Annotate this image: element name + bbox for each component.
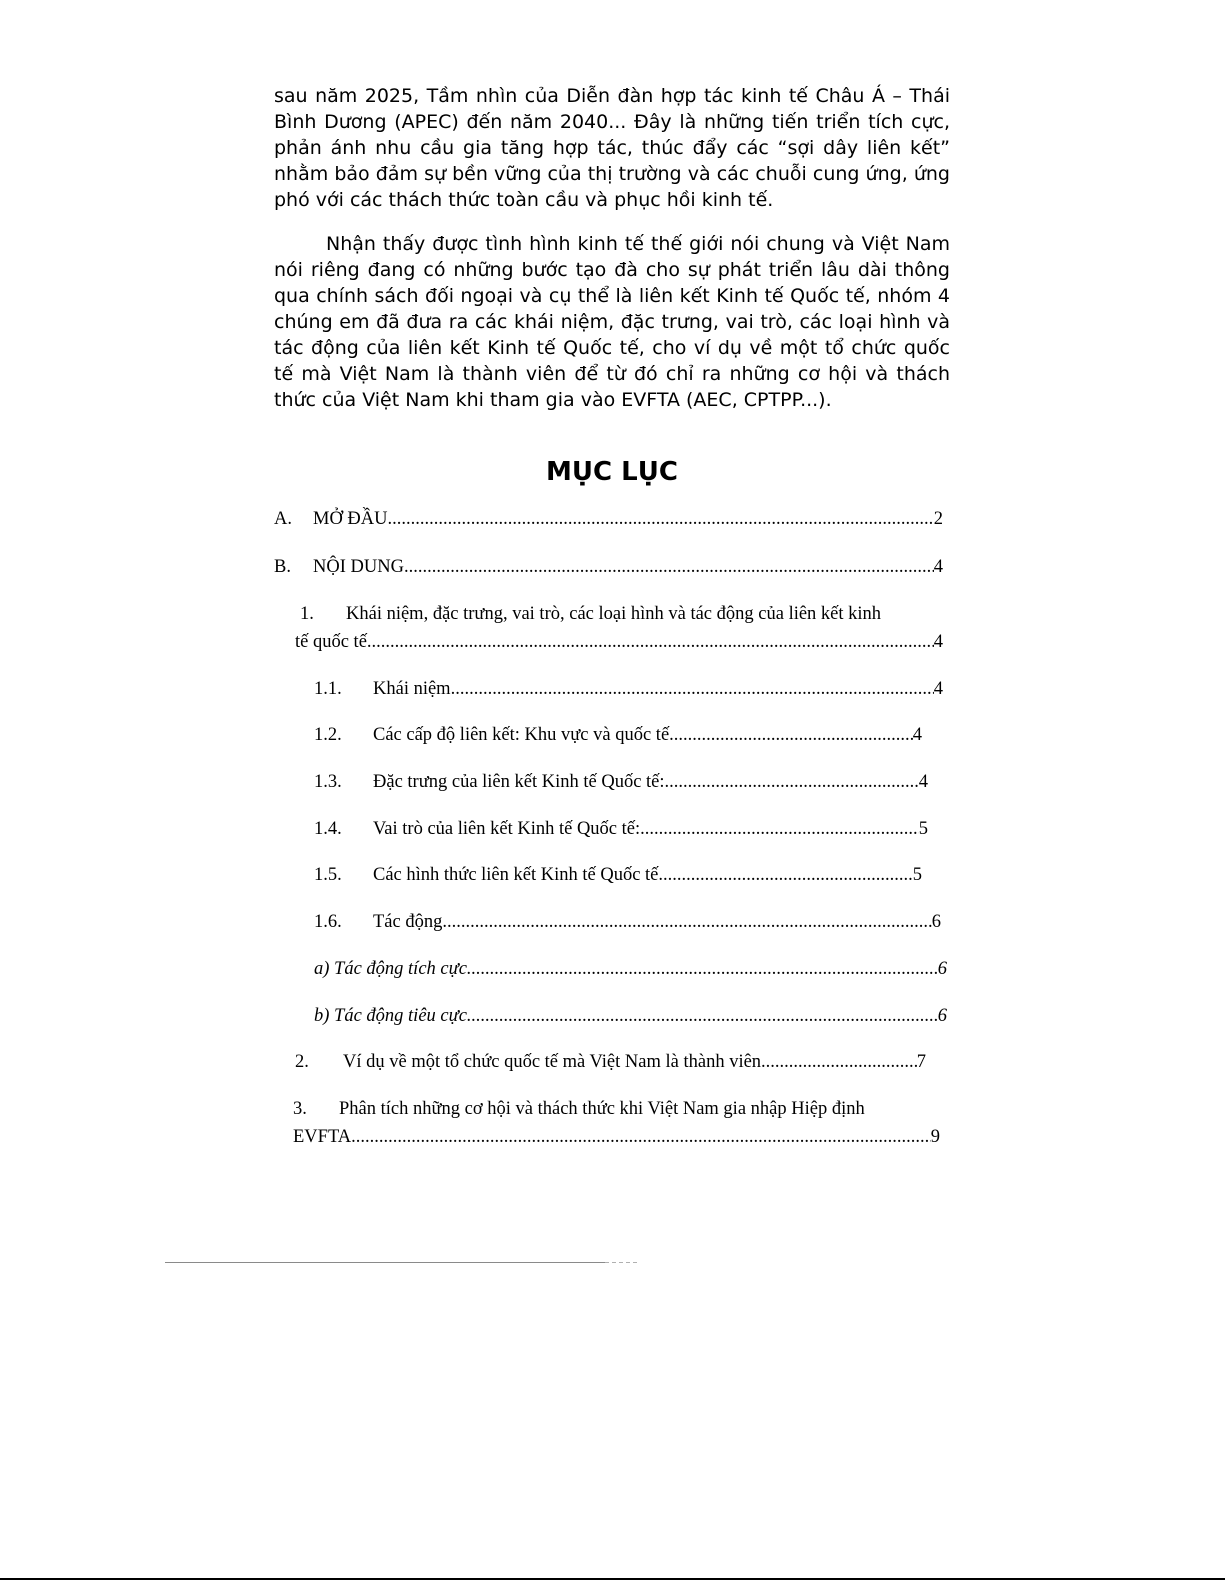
toc-dot-leader [665, 770, 919, 794]
footnote-separator [165, 1262, 605, 1263]
toc-page-number: 5 [912, 865, 922, 885]
toc-title: MỤC LỤC [546, 457, 678, 487]
toc-page-number: 6 [937, 959, 947, 979]
toc-entry-b[interactable] [314, 1004, 947, 1028]
page-bottom-border [0, 1578, 1225, 1580]
toc-entry-noi-dung[interactable] [274, 555, 943, 579]
toc-entry-label: NỘI DUNG [313, 557, 404, 577]
toc-entry-label: MỞ ĐẦU [313, 509, 388, 529]
toc-entry-number: 3. [293, 1099, 307, 1119]
toc-entry-1-2[interactable] [314, 723, 922, 747]
toc-dot-leader [351, 1125, 931, 1149]
toc-page-number: 7 [916, 1052, 926, 1072]
toc-entry-section-1[interactable] [295, 602, 943, 654]
toc-entry-section-2[interactable] [295, 1050, 926, 1074]
toc-dot-leader [467, 1004, 938, 1028]
toc-page-number: 6 [937, 1006, 947, 1026]
toc-entry-label: Khái niệm, đặc trưng, vai trò, các loại hình và tác động của liên kết kinh [346, 604, 882, 624]
toc-entry-number: 1.3. [314, 772, 342, 792]
toc-entry-label: b) Tác động tiêu cực [314, 1006, 467, 1026]
toc-page-number: 4 [933, 557, 943, 577]
toc-entry-number: 1.2. [314, 725, 342, 745]
toc-page-number: 4 [933, 632, 943, 652]
toc-entry-number: 1.1. [314, 679, 342, 699]
toc-dot-leader [761, 1050, 917, 1074]
body-paragraph-1: sau năm 2025, Tầm nhìn của Diễn đàn hợp tác kinh tế Châu Á – Thái Bình Dương (APEC) đến năm 2040... Đây là những tiến triển tích cực, phản ánh nhu cầu gia tăng hợp tác, thúc đẩy các “sợi dây liên kết” nhằm bảo đảm sự bền vững của thị trường và các chuỗi cung ứng, ứng phó với các thách thức toàn cầu và phục hồi kinh tế. [274, 85, 950, 211]
toc-dot-leader [640, 817, 919, 841]
toc-entry-a[interactable] [314, 957, 947, 981]
toc-dot-leader [467, 957, 938, 981]
toc-entry-label: Các hình thức liên kết Kinh tế Quốc tế [373, 865, 659, 885]
toc-entry-label-continued: tế quốc tế [295, 632, 367, 652]
toc-entry-label: Tác động [373, 912, 443, 932]
toc-entry-label: Phân tích những cơ hội và thách thức khi Việt Nam gia nhập Hiệp định [339, 1099, 865, 1119]
toc-entry-1-3[interactable] [314, 770, 928, 794]
footnote-separator-tail [605, 1262, 637, 1263]
body-paragraph-2: Nhận thấy được tình hình kinh tế thế giới nói chung và Việt Nam nói riêng đang có những bước tạo đà cho sự phát triển lâu dài thông qua chính sách đối ngoại và cụ thể là liên kết Kinh tế Quốc tế, nhóm 4 chúng em đã đưa ra các khái niệm, đặc trưng, vai trò, các loại hình và tác động của liên kết Kinh tế Quốc tế, cho ví dụ về một tổ chức quốc tế mà Việt Nam là thành viên để từ đó chỉ ra những cơ hội và thách thức của Việt Nam khi tham gia vào EVFTA (AEC, CPTPP...). [274, 233, 950, 411]
toc-dot-leader [388, 507, 934, 531]
toc-entry-label: a) Tác động tích cực [314, 959, 467, 979]
toc-entry-label: Đặc trưng của liên kết Kinh tế Quốc tế: [373, 772, 665, 792]
toc-entry-label: Khái niệm [373, 679, 451, 699]
toc-page-number: 4 [933, 679, 943, 699]
toc-page-number: 5 [918, 819, 928, 839]
toc-entry-number: A. [274, 509, 292, 529]
toc-page-number: 4 [912, 725, 922, 745]
toc-entry-label-continued: EVFTA [293, 1127, 352, 1147]
toc-entry-1-4[interactable] [314, 817, 928, 841]
toc-entry-label: Ví dụ về một tổ chức quốc tế mà Việt Nam là thành viên [343, 1052, 762, 1072]
toc-entry-1-1[interactable] [314, 677, 943, 701]
toc-page-number: 9 [930, 1127, 940, 1147]
toc-entry-section-3[interactable] [293, 1097, 940, 1149]
toc-entry-label: Các cấp độ liên kết: Khu vực và quốc tế [373, 725, 670, 745]
toc-dot-leader [404, 555, 934, 579]
toc-dot-leader [451, 677, 934, 701]
toc-entry-number: 1.5. [314, 865, 342, 885]
toc-entry-number: B. [274, 557, 291, 577]
toc-page-number: 2 [933, 509, 943, 529]
toc-entry-number: 1.4. [314, 819, 342, 839]
toc-entry-number: 1. [300, 604, 314, 624]
toc-entry-number: 1.6. [314, 912, 342, 932]
toc-dot-leader [669, 723, 913, 747]
toc-entry-number: 2. [295, 1052, 309, 1072]
toc-entry-1-5[interactable] [314, 863, 922, 887]
toc-page-number: 6 [931, 912, 941, 932]
toc-entry-mo-dau[interactable] [274, 507, 943, 531]
toc-dot-leader [658, 863, 912, 887]
toc-dot-leader [442, 910, 931, 934]
toc-page-number: 4 [918, 772, 928, 792]
toc-dot-leader [367, 630, 934, 654]
toc-entry-1-6[interactable] [314, 910, 941, 934]
toc-entry-label: Vai trò của liên kết Kinh tế Quốc tế: [373, 819, 641, 839]
